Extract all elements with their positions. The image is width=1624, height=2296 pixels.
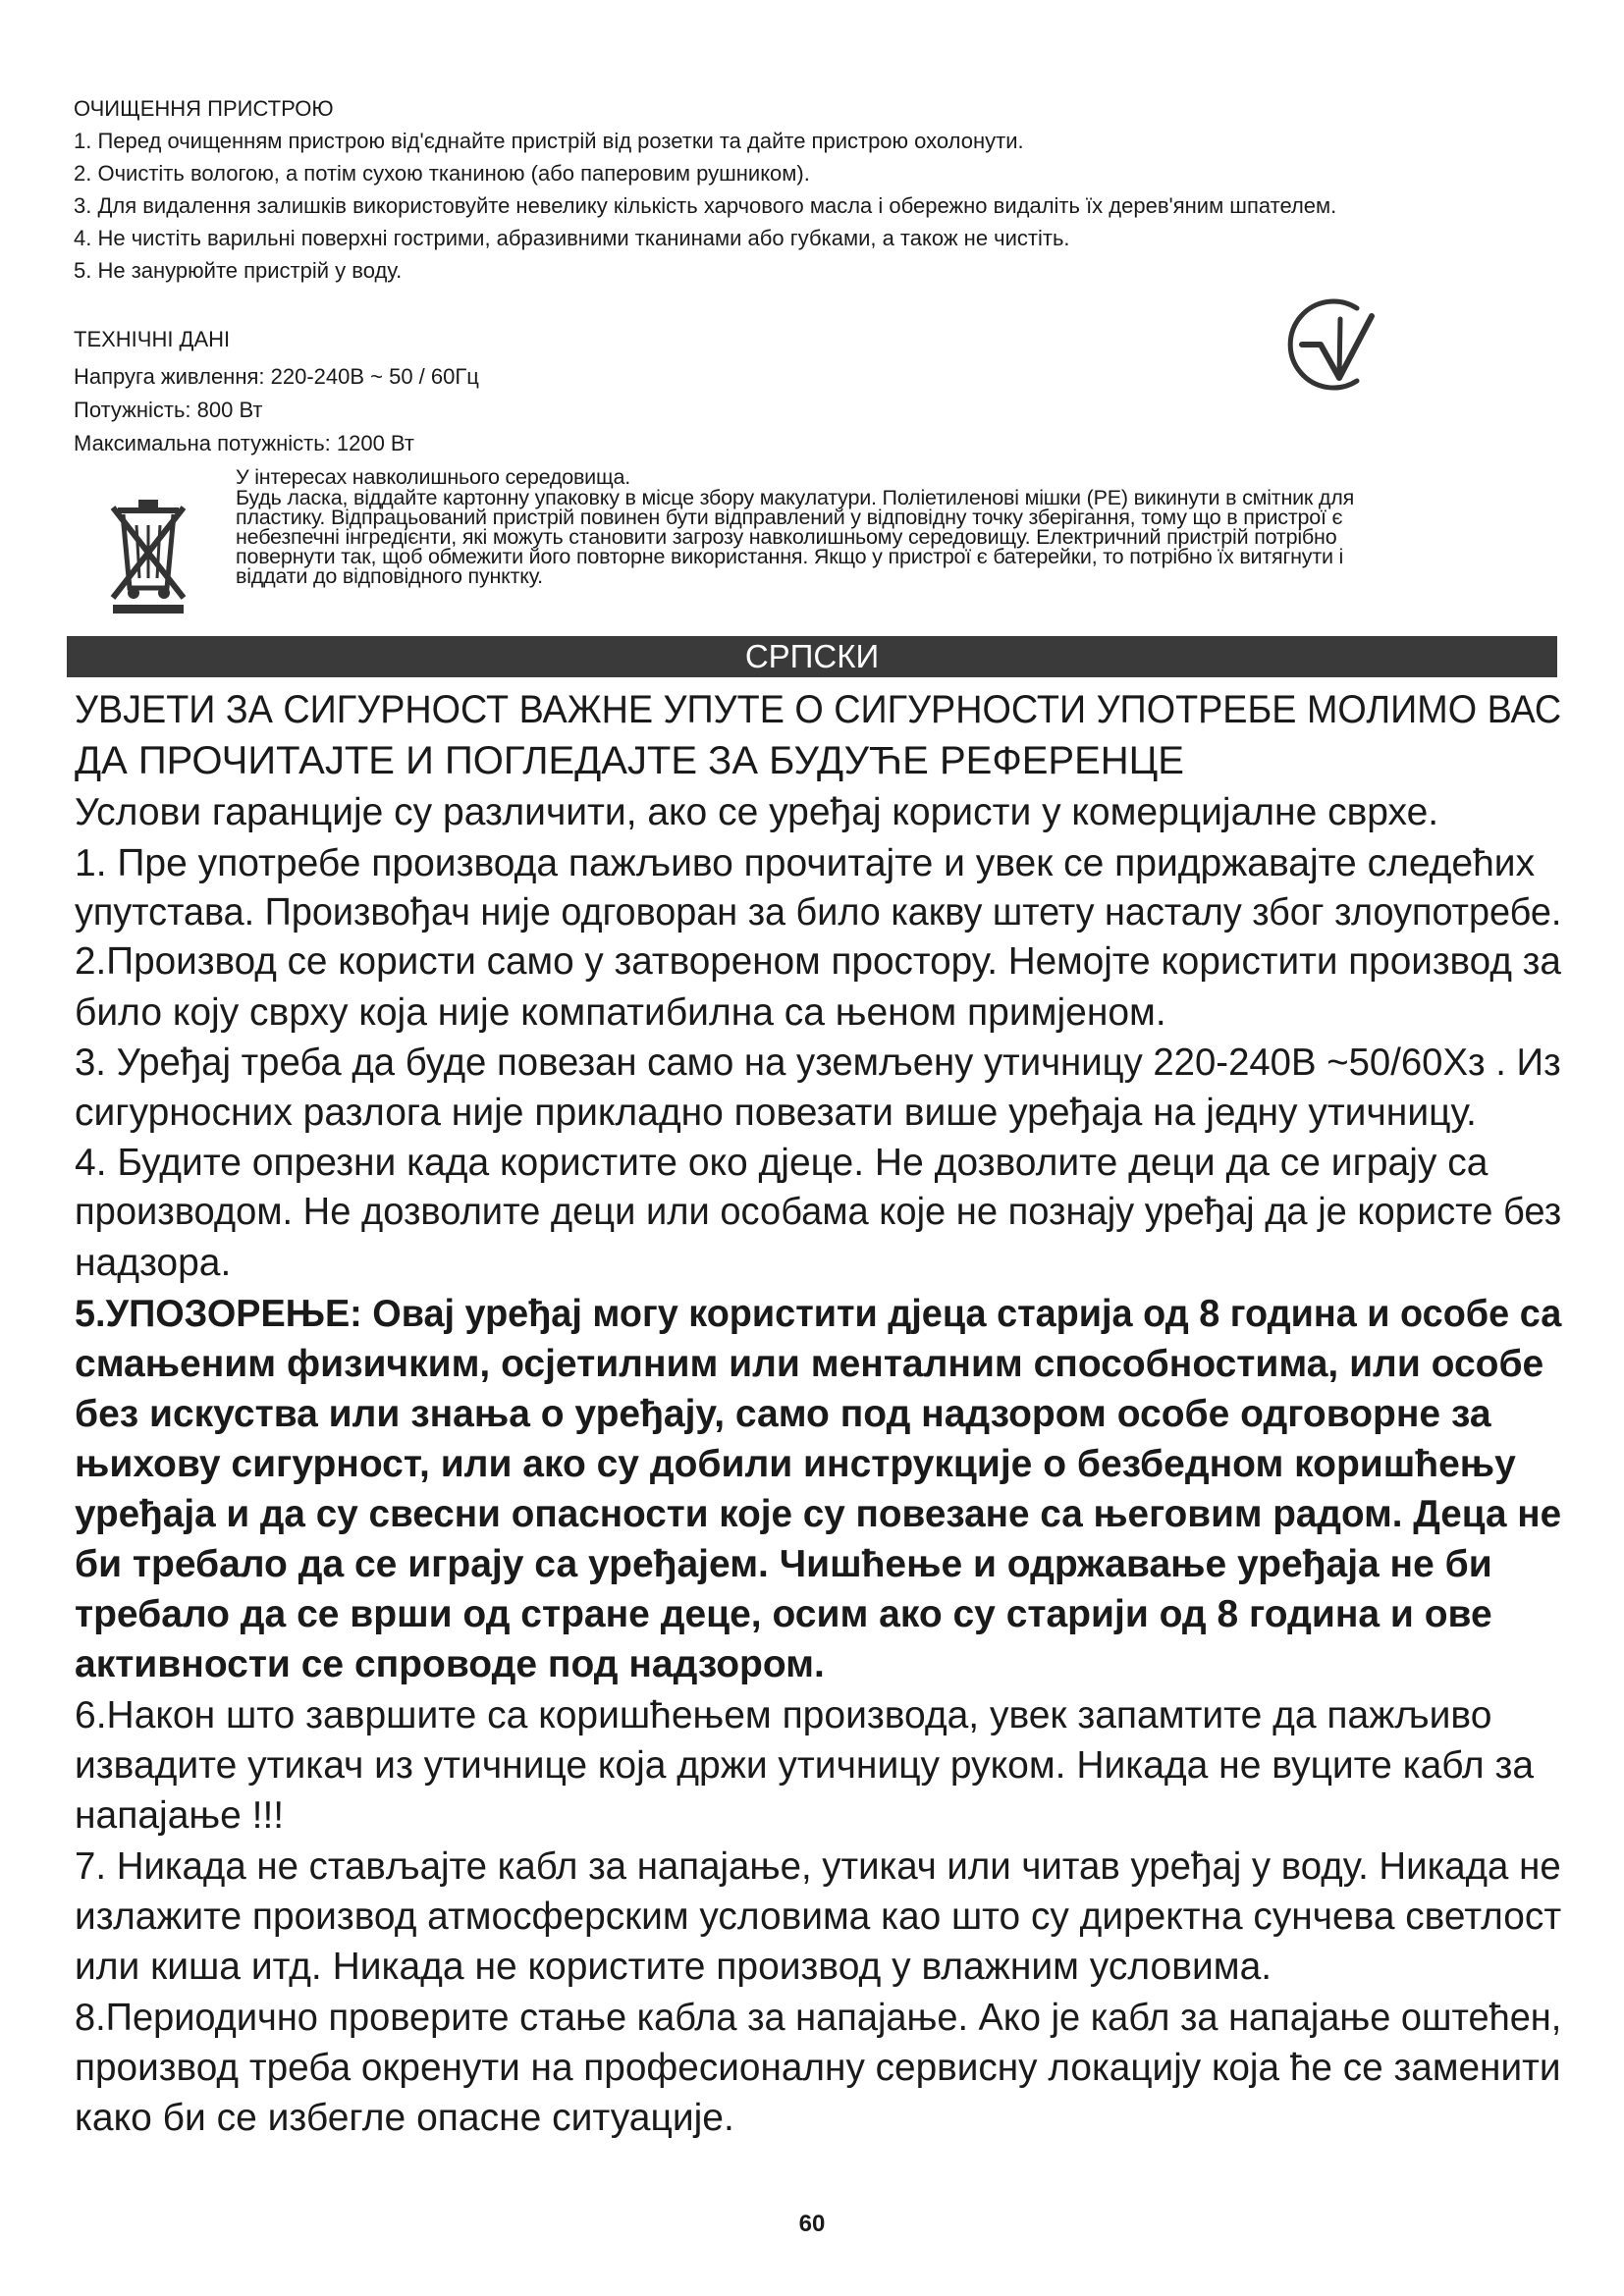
warning-line: би требало да се играју са уређајем. Чишћење и одржавање уређаја не би bbox=[75, 1543, 1492, 1585]
specs-title: ТЕХНІЧНІ ДАНІ bbox=[74, 327, 231, 351]
serbian-paragraph-line: или киша итд. Никада не користите производ у влажним условима. bbox=[75, 1946, 1272, 1988]
warning-line: без искуства или знања о уређају, само под надзором особе одговорне за bbox=[75, 1393, 1491, 1435]
weee-bin-icon bbox=[108, 496, 189, 615]
serbian-paragraph-line: 6.Након што завршите са коришћењем производа, увек запамтите да пажљиво bbox=[75, 1694, 1492, 1736]
cleaning-title: ОЧИЩЕННЯ ПРИСТРОЮ bbox=[74, 96, 334, 121]
spec-power: Потужність: 800 Вт bbox=[74, 398, 263, 422]
environment-line: пластику. Відпрацьований пристрій повинен бути відправлений у відповідну точку зберігання, тому що в пристрої є bbox=[236, 506, 1343, 529]
environment-line: повернути так, щоб обмежити його повторне використання. Якщо у пристрої є батерейки, то потрібно їх витягнути і bbox=[236, 545, 1344, 568]
serbian-paragraph-line: 8.Периодично проверите стање кабла за напајање. Ако је кабл за напајање оштећен, bbox=[75, 1997, 1562, 2039]
warning-line: уређаја и да су свесни опасности које су повезане са његовим радом. Деца не bbox=[75, 1493, 1562, 1535]
serbian-paragraph-line: надзора. bbox=[75, 1242, 232, 1284]
warning-line: требало да се врши од стране деце, осим ако су старији од 8 година и ове bbox=[75, 1593, 1492, 1635]
section-banner: СРПСКИ bbox=[67, 636, 1557, 677]
environment-line: Будь ласка, віддайте картонну упаковку в місце збору макулатури. Поліетиленові мішки (PE) викинути в смітник для bbox=[236, 486, 1355, 509]
serbian-paragraph-line: извадите утикач из утичнице која држи утичницу руком. Никада не вуците кабл за bbox=[75, 1744, 1535, 1787]
cleaning-item: 3. Для видалення залишків використовуйте невелику кількість харчового масла і обережно видаліть їх дерев'яним шпателем. bbox=[74, 193, 1337, 218]
cleaning-item: 4. Не чистіть варильні поверхні гострими, абразивними тканинами або губками, а також не чистіть. bbox=[74, 226, 1070, 250]
serbian-paragraph-line: било коју сврху која није компатибилна са њеном примјеном. bbox=[75, 991, 1166, 1034]
serbian-paragraph-line: како би се избегле опасне ситуације. bbox=[75, 2097, 734, 2139]
serbian-paragraph-line: производом. Не дозволите деци или особама које не познају уређај да је користе без bbox=[75, 1191, 1562, 1233]
serbian-paragraph-line: напајање !!! bbox=[75, 1794, 285, 1837]
serbian-heading: ДА ПРОЧИТАЈТЕ И ПОГЛЕДАЈТЕ ЗА БУДУЋЕ РЕФЕРЕНЦЕ bbox=[75, 739, 1184, 782]
serbian-paragraph-line: 4. Будите опрезни када користите око дјеце. Не дозволите деци да се играју са bbox=[75, 1142, 1489, 1184]
cleaning-item: 1. Перед очищенням пристрою від'єднайте пристрій від розетки та дайте пристрою охолонути. bbox=[74, 129, 1024, 153]
environment-title: У інтересах навколишнього середовища. bbox=[236, 465, 631, 489]
serbian-paragraph-line: 3. Уређај треба да буде повезан само на уземљену утичницу 220-240В ~50/60Хз . Из bbox=[75, 1041, 1561, 1084]
conformity-mark-icon bbox=[1278, 290, 1388, 400]
warning-line: активности се спроводе под надзором. bbox=[75, 1643, 825, 1685]
serbian-paragraph-line: сигурносних разлога није прикладно повезати више уређаја на једну утичницу. bbox=[75, 1092, 1477, 1134]
serbian-paragraph-line: излажите производ атмосферским условима као што су директна сунчева светлост bbox=[75, 1896, 1562, 1938]
page-number: 60 bbox=[798, 2211, 826, 2237]
serbian-heading: УВЈЕТИ ЗА СИГУРНОСТ ВАЖНЕ УПУТЕ О СИГУРНОСТИ УПОТРЕБЕ МОЛИМО ВАС bbox=[75, 688, 1562, 731]
serbian-paragraph-line: 1. Пре употребе производа пажљиво прочитајте и увек се придржавајте следећих bbox=[75, 842, 1536, 884]
serbian-paragraph-line: 7. Никада не стављајте кабл за напајање, утикач или читав уређај у воду. Никада не bbox=[75, 1845, 1561, 1888]
warning-line: њихову сигурност, или ако су добили инструкције о безбедном коришћењу bbox=[75, 1443, 1516, 1485]
serbian-paragraph-line: производ треба окренути на професионалну сервисну локацију која ће се заменити bbox=[75, 2047, 1561, 2089]
spec-voltage: Напруга живлення: 220-240В ~ 50 / 60Гц bbox=[74, 364, 479, 389]
warning-line: 5.УПОЗОРЕЊЕ: Овај уређај могу користити дјеца старија од 8 година и особе са bbox=[75, 1293, 1562, 1335]
cleaning-item: 2. Очистіть вологою, а потім сухою тканиною (або паперовим рушником). bbox=[74, 161, 810, 186]
warning-line: смањеним физичким, осјетилним или менталним способностима, или особе bbox=[75, 1343, 1544, 1385]
serbian-paragraph-line: 2.Производ се користи само у затвореном простору. Немојте користити производ за bbox=[75, 940, 1561, 983]
spec-max-power: Максимальна потужність: 1200 Вт bbox=[74, 431, 414, 455]
environment-line: віддати до відповідного пунктку. bbox=[236, 564, 543, 588]
environment-line: небезпечні інгредієнти, які можуть становити загрозу навколишньому середовищу. Електричний пристрій потрібно bbox=[236, 525, 1337, 549]
serbian-paragraph-line: Услови гаранције су различити, ако се уређај користи у комерцијалне сврхе. bbox=[75, 791, 1439, 833]
serbian-paragraph-line: упутстава. Произвођач није одговоран за било какву штету насталу због злоупотребе. bbox=[75, 891, 1562, 934]
cleaning-item: 5. Не занурюйте пристрій у воду. bbox=[74, 258, 403, 283]
